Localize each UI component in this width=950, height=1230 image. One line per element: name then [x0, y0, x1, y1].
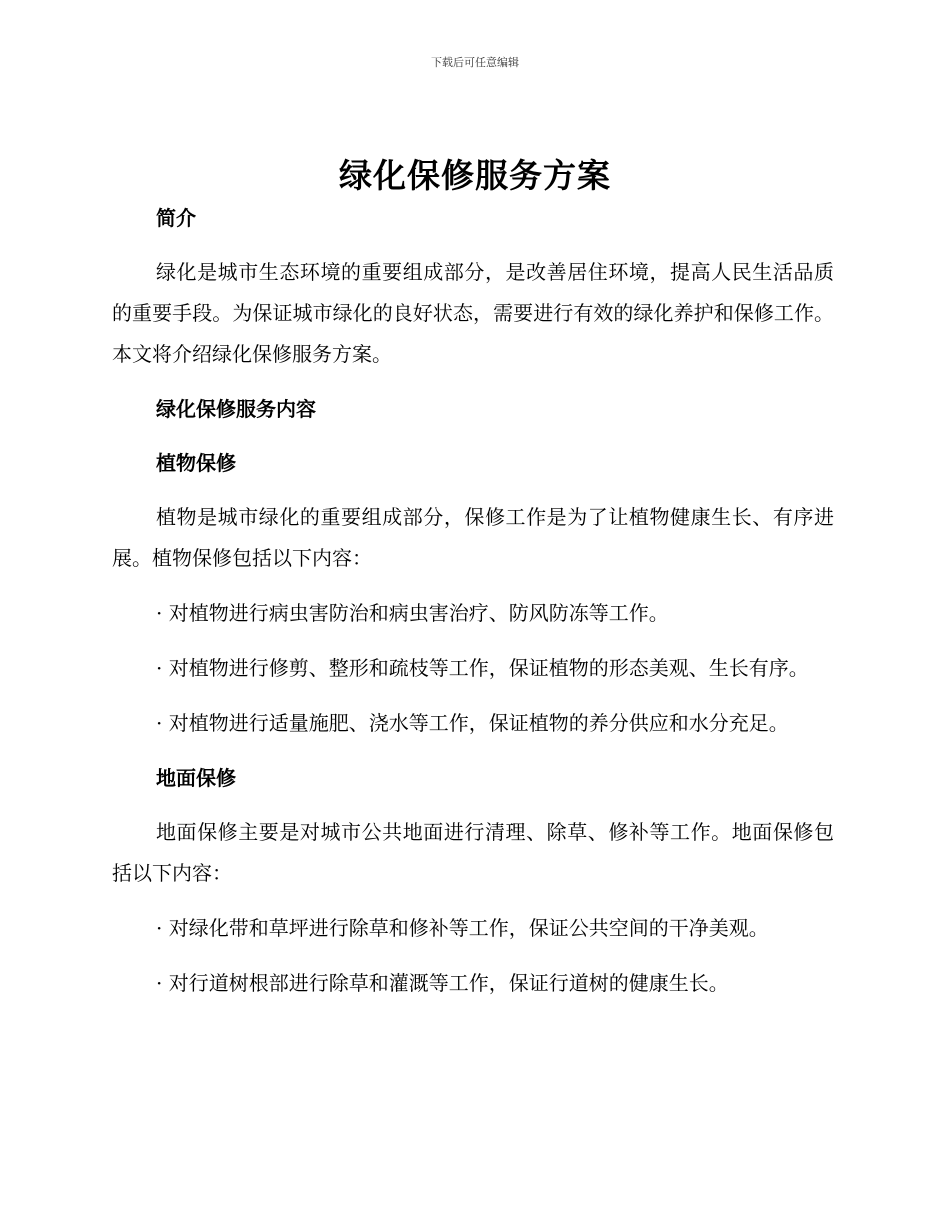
plant-paragraph: 植物是城市绿化的重要组成部分，保修工作是为了让植物健康生长、有序进展。植物保修包括以下内容：: [112, 505, 834, 570]
list-item: · 对植物进行病虫害防治和病虫害治疗、防风防冻等工作。: [156, 601, 669, 625]
list-item: · 对行道树根部进行除草和灌溉等工作，保证行道树的健康生长。: [156, 971, 729, 995]
list-item: · 对植物进行修剪、整形和疏枝等工作，保证植物的形态美观、生长有序。: [156, 656, 809, 680]
section-heading-service: 绿化保修服务内容: [156, 397, 316, 421]
ground-paragraph: 地面保修主要是对城市公共地面进行清理、除草、修补等工作。地面保修包括以下内容：: [112, 820, 834, 885]
list-item: · 对绿化带和草坪进行除草和修补等工作，保证公共空间的干净美观。: [156, 916, 769, 940]
document-title: 绿化保修服务方案: [339, 156, 611, 195]
section-heading-ground: 地面保修: [156, 766, 236, 790]
document-body: [112, 200, 834, 1004]
list-item: · 对植物进行适量施肥、浇水等工作，保证植物的养分供应和水分充足。: [156, 711, 789, 735]
header-note: 下载后可任意编辑: [431, 56, 519, 69]
section-heading-intro: 简介: [156, 206, 196, 230]
section-heading-plant: 植物保修: [156, 451, 236, 475]
intro-paragraph: 绿化是城市生态环境的重要组成部分，是改善居住环境，提高人民生活品质的重要手段。为保证城市绿化的良好状态，需要进行有效的绿化养护和保修工作。本文将介绍绿化保修服务方案。: [112, 260, 834, 366]
